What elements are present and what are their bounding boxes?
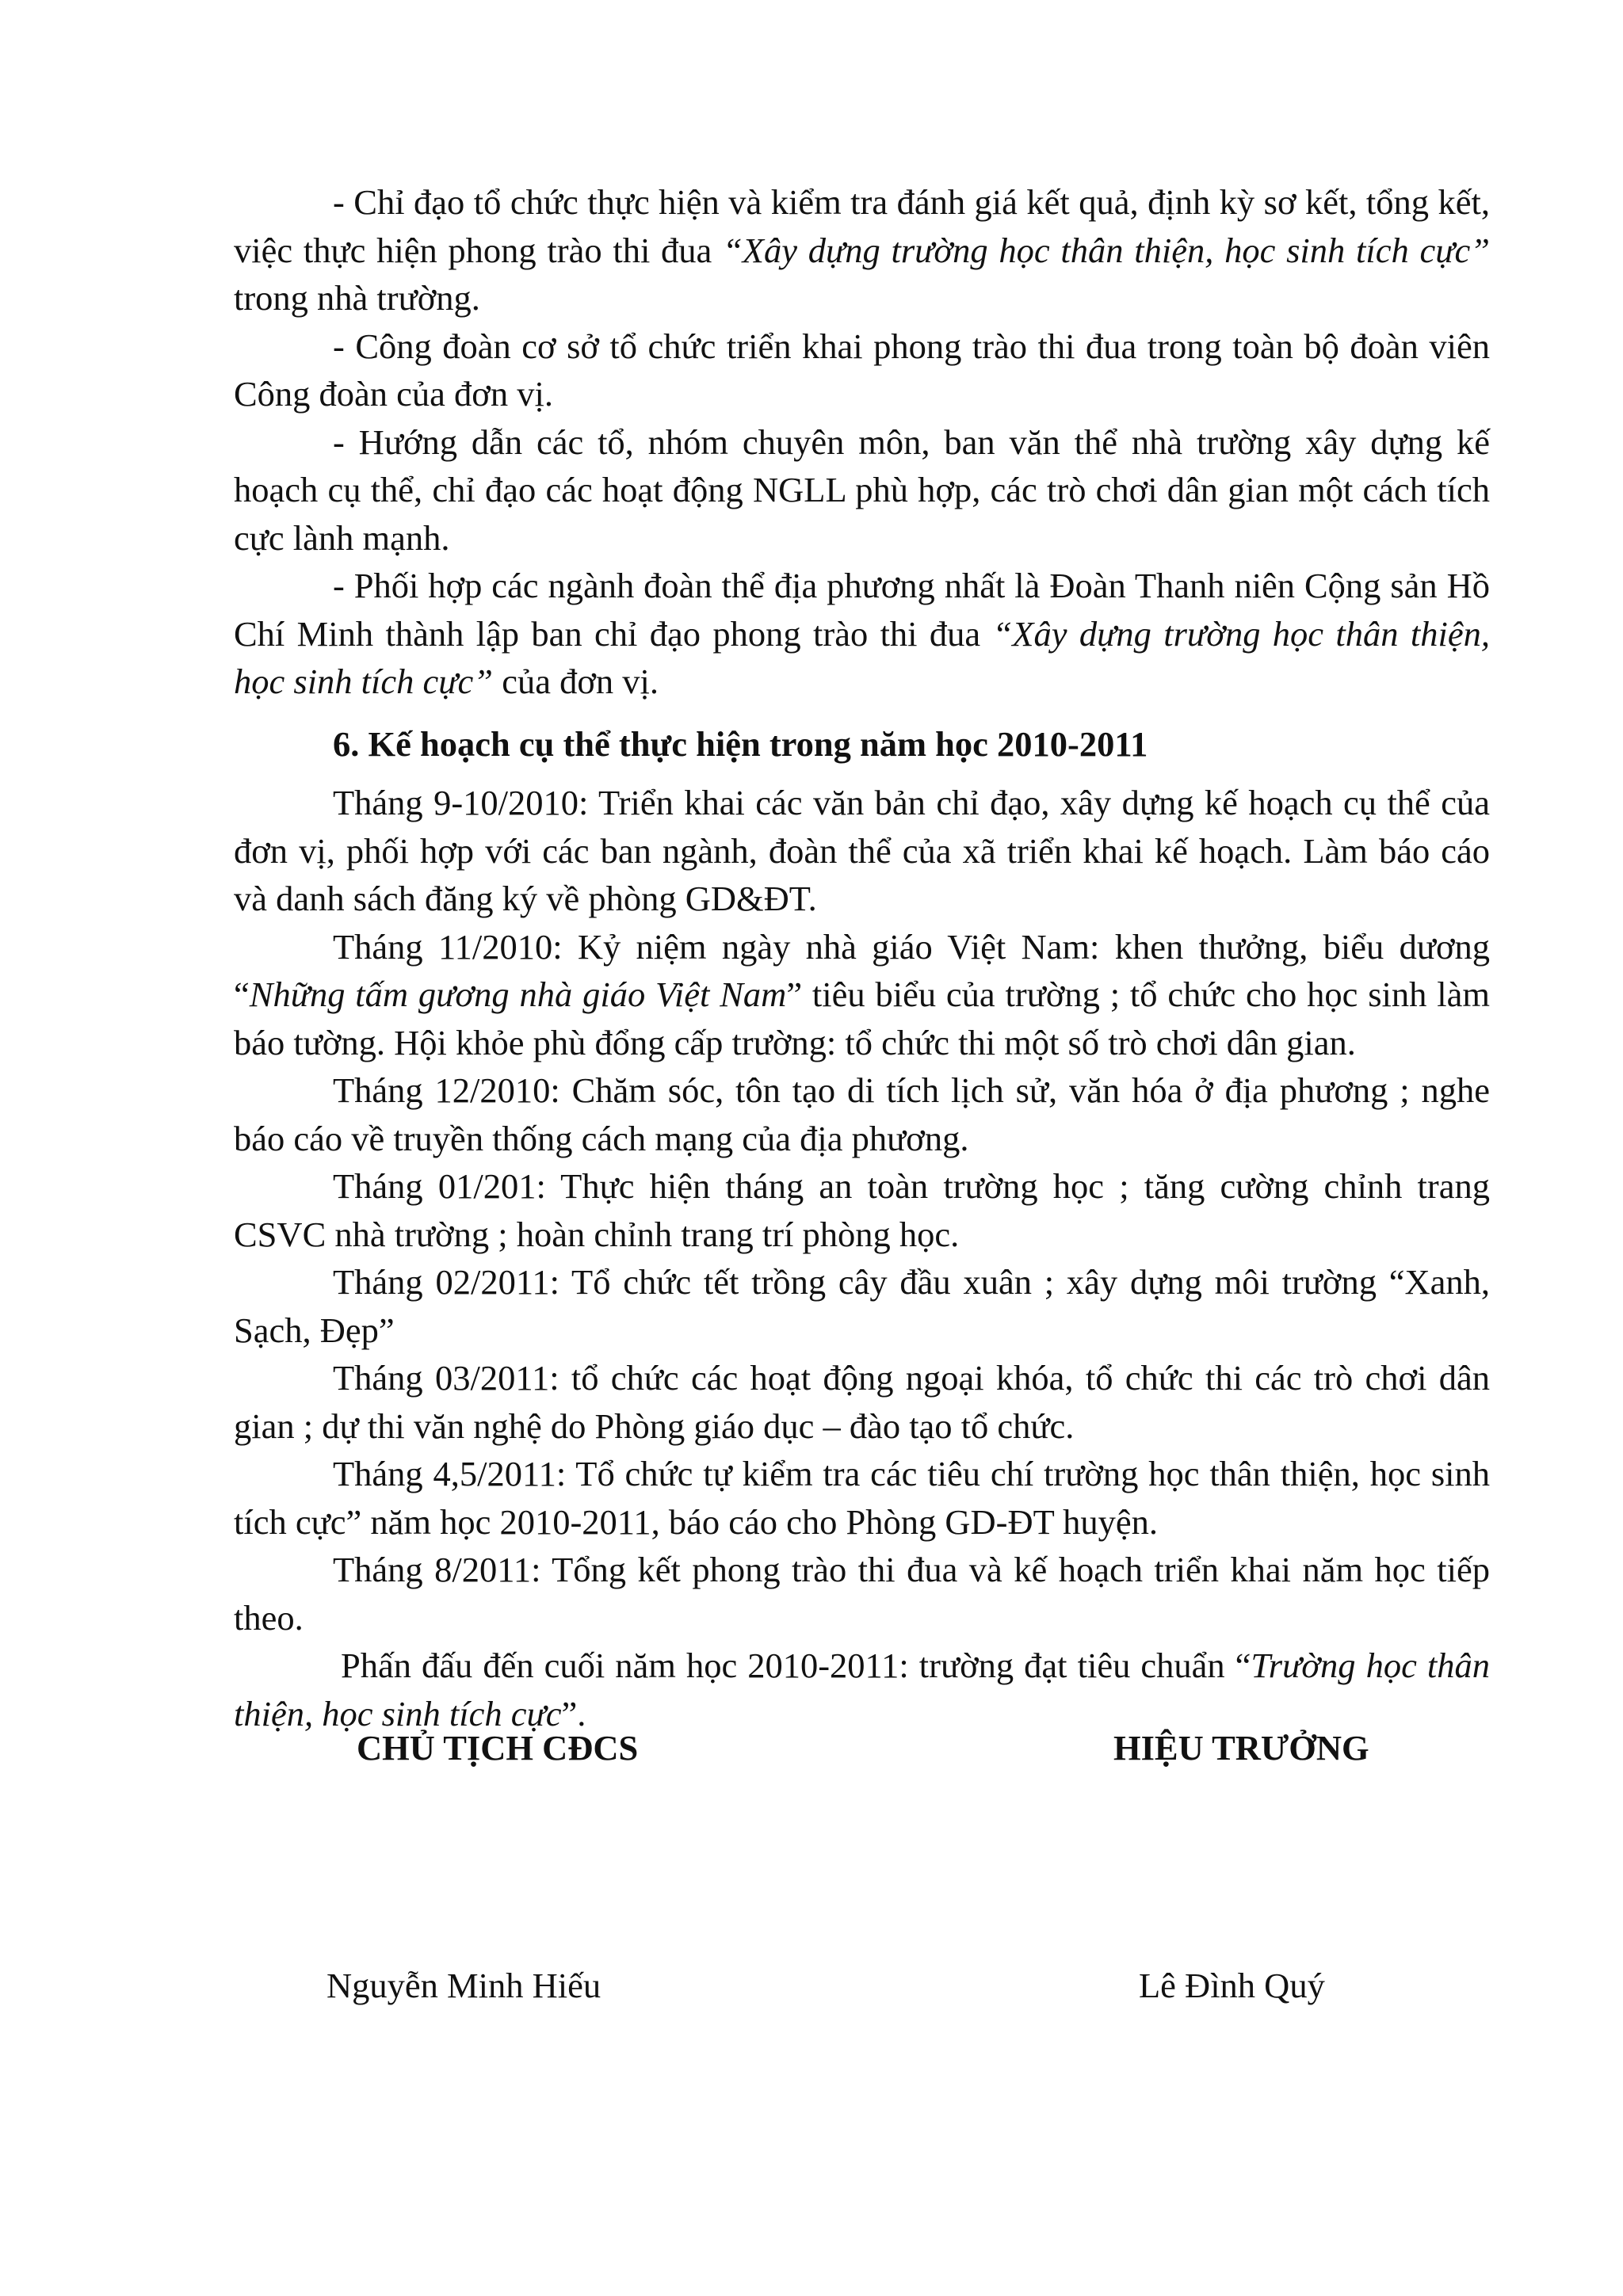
paragraph-coordination xyxy=(234,562,1490,706)
italic-quote: Trường học thân thiện, học sinh tích cực xyxy=(234,1646,1491,1733)
text: trong nhà trường. xyxy=(234,278,480,318)
signature-left xyxy=(327,1727,639,2005)
paragraph-union-deployment: - Công đoàn cơ sở tổ chức triển khai phong trào thi đua trong toàn bộ đoàn viên Công đoàn của đơn vị. xyxy=(234,326,1490,414)
signature-name-principal: Lê Đình Quý xyxy=(1139,1966,1325,2005)
plan-month-02: Tháng 02/2011: Tổ chức tết trồng cây đầu xuân ; xây dựng môi trường “Xanh, Sạch, Đẹp” xyxy=(234,1262,1490,1350)
signature-name-union-chair: Nguyễn Minh Hiếu xyxy=(327,1966,601,2005)
text: - Phối hợp các ngành đoàn thể địa phương nhất là Đoàn Thanh niên Cộng sản Hồ Chí Minh thành lập ban chỉ đạo phong trào thi đua xyxy=(234,566,1490,654)
text: ” tiêu biểu của trường ; tổ chức cho học sinh làm báo tường. Hội khỏe phù đổng cấp trường: tổ chức thi một số trò chơi dân gian. xyxy=(234,974,1490,1062)
paragraph-goal xyxy=(234,1642,1490,1737)
plan-month-9-10: Tháng 9-10/2010: Triển khai các văn bản chỉ đạo, xây dựng kế hoạch cụ thể của đơn vị, phối hợp với các ban ngành, đoàn thể của xã triển khai kế hoạch. Làm báo cáo và danh sách đăng ký về phòng GD&ĐT. xyxy=(234,783,1490,918)
plan-month-8: Tháng 8/2011: Tổng kết phong trào thi đua và kế hoạch triển khai năm học tiếp theo. xyxy=(234,1550,1490,1638)
text: Tháng 11/2010: Kỷ niệm ngày nhà giáo Việt Nam: khen thưởng, biểu dương “ xyxy=(234,926,1490,1014)
italic-quote: “Xây dựng trường học thân thiện, học sinh tích cực” xyxy=(723,230,1490,270)
signature-block xyxy=(234,1727,1490,2060)
plan-month-4-5: Tháng 4,5/2011: Tổ chức tự kiểm tra các tiêu chí trường học thân thiện, học sinh tích cực” năm học 2010-2011, báo cáo cho Phòng GD-ĐT huyện. xyxy=(234,1454,1490,1542)
signature-right xyxy=(1113,1727,1369,2005)
paragraph-guidance: - Hướng dẫn các tổ, nhóm chuyên môn, ban văn thể nhà trường xây dựng kế hoạch cụ thể, chỉ đạo các hoạt động NGLL phù hợp, các trò chơi dân gian một cách tích cực lành mạnh. xyxy=(234,421,1490,558)
plan-month-03: Tháng 03/2011: tổ chức các hoạt động ngoại khóa, tổ chức thi các trò chơi dân gian ; dự thi văn nghệ do Phòng giáo dục – đào tạo tổ chức. xyxy=(234,1358,1490,1446)
document-body xyxy=(234,178,1490,1737)
text: ”. xyxy=(561,1693,586,1733)
italic-quote: Những tấm gương nhà giáo Việt Nam xyxy=(249,974,787,1014)
italic-quote: “Xây dựng trường học thân thiện, học sinh tích cực” xyxy=(234,613,1491,701)
paragraph-direct-implementation xyxy=(234,178,1490,322)
text: của đơn vị. xyxy=(493,662,659,701)
plan-month-12: Tháng 12/2010: Chăm sóc, tôn tạo di tích lịch sử, văn hóa ở địa phương ; nghe báo cáo về truyền thống cách mạng của địa phương. xyxy=(234,1070,1490,1158)
plan-month-01: Tháng 01/201: Thực hiện tháng an toàn trường học ; tăng cường chỉnh trang CSVC nhà trường ; hoàn chỉnh trang trí phòng học. xyxy=(234,1166,1490,1254)
signature-title-principal: HIỆU TRƯỞNG xyxy=(1113,1728,1369,1768)
text: - Chỉ đạo tổ chức thực hiện và kiểm tra đánh giá kết quả, định kỳ sơ kết, tổng kết, việc thực hiện phong trào thi đua xyxy=(234,182,1490,270)
plan-month-11 xyxy=(234,923,1490,1067)
signature-title-union-chair: CHỦ TỊCH CĐCS xyxy=(357,1728,639,1768)
text: Phấn đấu đến cuối năm học 2010-2011: trường đạt tiêu chuẩn “ xyxy=(341,1646,1251,1685)
section-heading: 6. Kế hoạch cụ thể thực hiện trong năm học 2010-2011 xyxy=(333,723,1148,764)
